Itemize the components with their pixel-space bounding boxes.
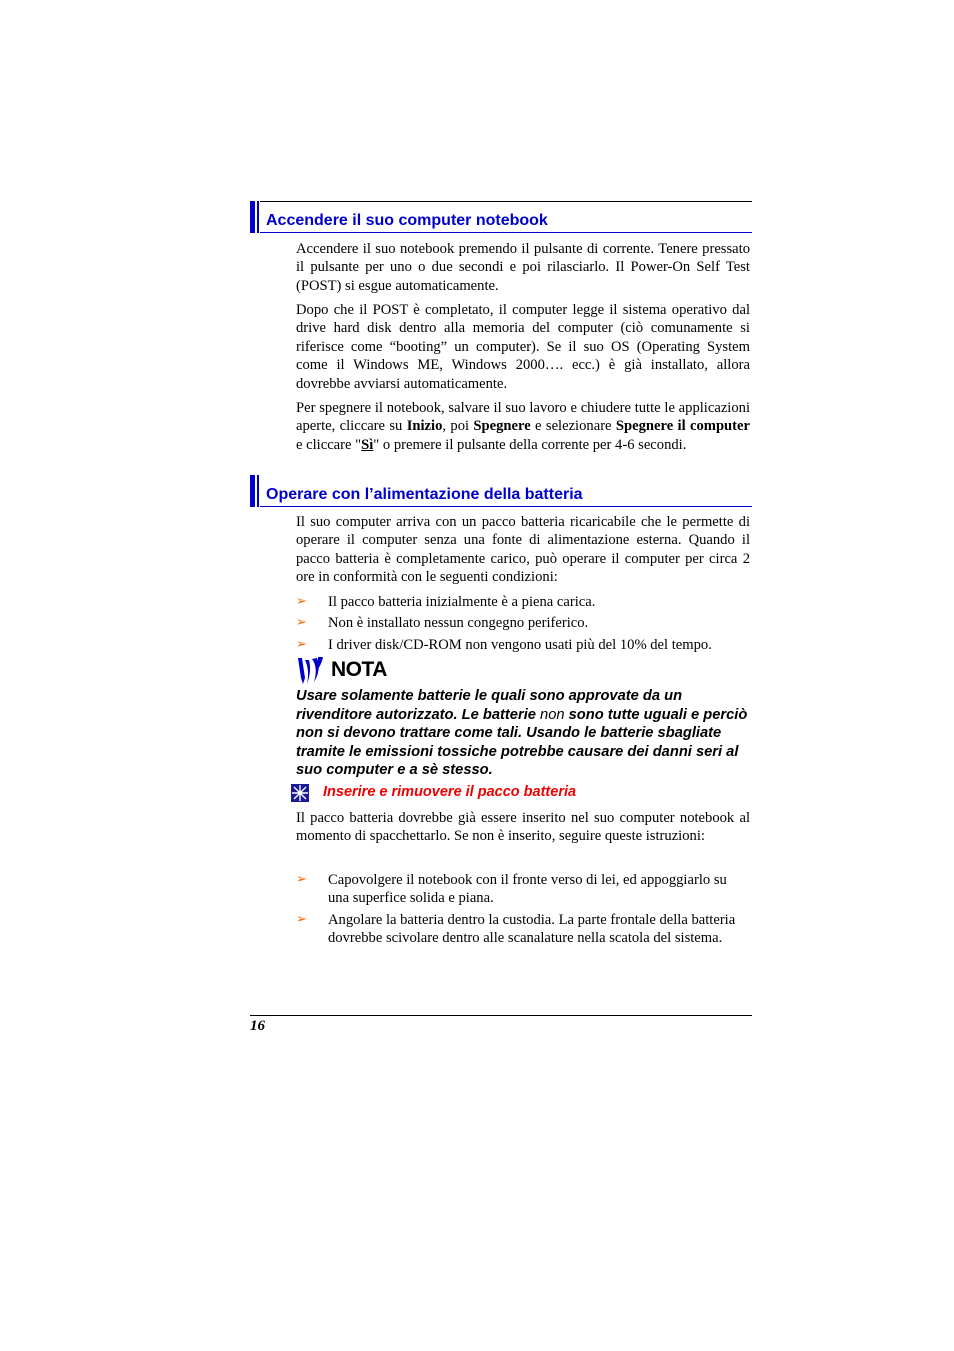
paragraph-insert-intro: Il pacco batteria dovrebbe già essere inserito nel suo computer notebook al momento di spacchettarlo. Se non è inserito, seguire queste istruzioni: bbox=[296, 810, 750, 845]
si-term: Sì bbox=[361, 436, 374, 453]
heading-bottom-rule bbox=[260, 232, 752, 233]
spegnere-computer-term: Spegnere il computer bbox=[615, 418, 750, 435]
list-item: ➢ Capovolgere il notebook con il fronte verso di lei, ed appoggiarlo su una superfice solida e piana. bbox=[296, 872, 727, 907]
conditions-list bbox=[296, 593, 750, 657]
section-heading-accendere bbox=[250, 201, 752, 233]
paragraph-post: Dopo che il POST è completato, il computer legge il sistema operativo dal drive hard disk dentro alla memoria del computer (ciò comunamente si riferisce come “booting” un computer). Se il suo OS (Operating System come il Windows ME, Windows 2000…. ecc.) è già installato, allora dovrebbe avviarsi automaticamente. bbox=[296, 302, 750, 392]
arrow-bullet-icon: ➢ bbox=[296, 911, 307, 927]
paragraph-shutdown: Per spegnere il notebook, salvare il suo lavoro e chiudere tutte le applicazioni aperte, cliccare su Inizio, poi Spegnere e selezionare Spegnere il computer e cliccare "Sì" o premere il pulsante della corrente per 4-6 secondi. bbox=[296, 400, 750, 453]
section-title: Accendere il suo computer notebook bbox=[266, 212, 548, 229]
page-number: 16 bbox=[250, 1018, 265, 1034]
heading-bar bbox=[250, 475, 257, 507]
instructions-list bbox=[296, 871, 750, 951]
heading-bar bbox=[250, 201, 257, 233]
section-heading-batteria bbox=[250, 475, 752, 507]
list-item: ➢ I driver disk/CD-ROM non vengono usati più del 10% del tempo. bbox=[296, 636, 712, 653]
paragraph-power-on: Accendere il suo notebook premendo il pulsante di corrente. Tenere pressato il pulsante per uno o due secondi e poi rilasciarlo. Il Power-On Self Test (POST) si esgue automaticamente. bbox=[296, 241, 750, 294]
star-box-icon bbox=[291, 784, 309, 802]
footer-rule bbox=[250, 1015, 752, 1016]
arrow-bullet-icon: ➢ bbox=[296, 872, 307, 887]
spegnere-term: Spegnere bbox=[473, 418, 531, 435]
arrow-bullet-icon: ➢ bbox=[296, 594, 307, 609]
note-quill-icon bbox=[296, 656, 324, 686]
list-item: ➢ Non è installato nessun congegno periferico. bbox=[296, 615, 589, 632]
arrow-bullet-icon: ➢ bbox=[296, 636, 307, 652]
inizio-term: Inizio bbox=[406, 418, 443, 435]
arrow-bullet-icon: ➢ bbox=[296, 615, 307, 631]
section-title: Operare con l’alimentazione della batteria bbox=[266, 486, 583, 503]
heading-top-rule bbox=[260, 201, 752, 202]
heading-bottom-rule bbox=[260, 506, 752, 507]
list-item: ➢ Il pacco batteria inizialmente è a piena carica. bbox=[296, 594, 596, 610]
note-text: Usare solamente batterie le quali sono approvate da un rivenditore autorizzato. Le batterie non sono tutte uguali e perciò non si devono trattare come tali. Usando le batterie sbagliate tramite le emissioni tossiche potrebbe causare dei danni seri al suo computer e a sè stesso. bbox=[296, 688, 748, 779]
list-item: ➢ Angolare la batteria dentro la custodia. La parte frontale della batteria dovrebbe scivolare dentro alle scanalature nella scatola del sistema. bbox=[296, 911, 736, 947]
paragraph-battery-intro: Il suo computer arriva con un pacco batteria ricaricabile che le permette di operare il computer senza una fonte di alimentazione esterna. Quando il pacco batteria è completamente carico, può operare il computer per circa 2 ore in conformità con le seguenti condizioni: bbox=[296, 514, 750, 586]
note-label: NOTA bbox=[331, 658, 387, 681]
subsection-title: Inserire e rimuovere il pacco batteria bbox=[323, 784, 577, 800]
